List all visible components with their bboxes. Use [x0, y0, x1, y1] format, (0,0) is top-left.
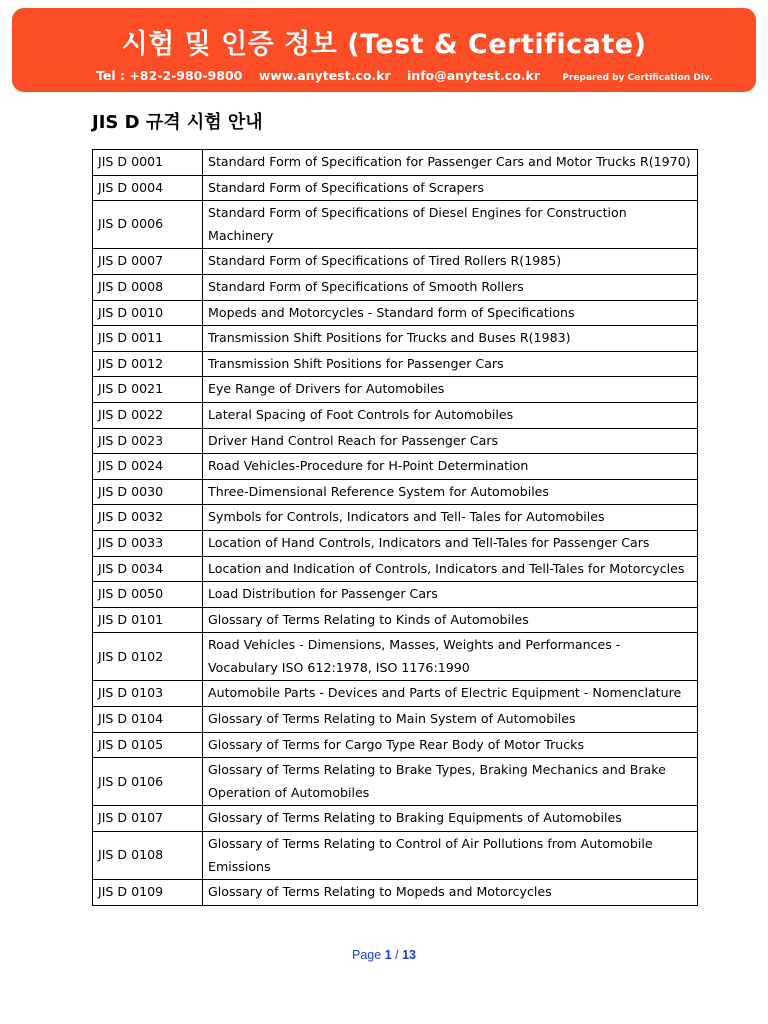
phone-number: Tel : +82-2-980-9800 [96, 68, 243, 83]
standard-code: JIS D 0032 [93, 505, 203, 531]
standard-title: Glossary of Terms for Cargo Type Rear Body of Motor Trucks [203, 732, 698, 758]
contact-info [96, 68, 724, 83]
standard-code: JIS D 0021 [93, 377, 203, 403]
table-row [93, 351, 698, 377]
standard-code: JIS D 0024 [93, 454, 203, 480]
table-row [93, 300, 698, 326]
standard-code: JIS D 0109 [93, 880, 203, 906]
standard-title: Glossary of Terms Relating to Control of Air Pollutions from Automobile Emissions [203, 832, 698, 880]
table-row [93, 454, 698, 480]
standard-title: Standard Form of Specification for Passenger Cars and Motor Trucks R(1970) [203, 150, 698, 176]
total-pages: 13 [402, 948, 416, 962]
standard-code: JIS D 0007 [93, 249, 203, 275]
standard-title: Location of Hand Controls, Indicators and Tell-Tales for Passenger Cars [203, 530, 698, 556]
standard-code: JIS D 0106 [93, 758, 203, 806]
standard-title: Glossary of Terms Relating to Brake Types, Braking Mechanics and Brake Operation of Automobiles [203, 758, 698, 806]
table-row [93, 249, 698, 275]
website-link[interactable]: www.anytest.co.kr [258, 68, 391, 83]
standard-title: Three-Dimensional Reference System for Automobiles [203, 479, 698, 505]
standard-title: Driver Hand Control Reach for Passenger Cars [203, 428, 698, 454]
standard-title: Lateral Spacing of Foot Controls for Automobiles [203, 402, 698, 428]
table-row [93, 556, 698, 582]
table-row [93, 607, 698, 633]
standard-title: Standard Form of Specifications of Diesel Engines for Construction Machinery [203, 201, 698, 249]
standard-title: Transmission Shift Positions for Passenger Cars [203, 351, 698, 377]
page-label: Page [352, 948, 382, 962]
table-row [93, 479, 698, 505]
standard-code: JIS D 0011 [93, 326, 203, 352]
standard-code: JIS D 0004 [93, 175, 203, 201]
standard-code: JIS D 0104 [93, 707, 203, 733]
standard-code: JIS D 0033 [93, 530, 203, 556]
standard-code: JIS D 0006 [93, 201, 203, 249]
document-title: 시험 및 인증 정보 (Test & Certificate) [121, 29, 647, 60]
standard-code: JIS D 0034 [93, 556, 203, 582]
table-row [93, 428, 698, 454]
standard-title: Location and Indication of Controls, Indicators and Tell-Tales for Motorcycles [203, 556, 698, 582]
table-row [93, 806, 698, 832]
standard-title: Glossary of Terms Relating to Mopeds and Motorcycles [203, 880, 698, 906]
standard-title: Standard Form of Specifications of Tired Rollers R(1985) [203, 249, 698, 275]
standard-title: Automobile Parts - Devices and Parts of Electric Equipment - Nomenclature [203, 681, 698, 707]
standard-code: JIS D 0001 [93, 150, 203, 176]
standard-code: JIS D 0022 [93, 402, 203, 428]
table-row [93, 582, 698, 608]
table-row [93, 402, 698, 428]
header-banner [12, 8, 756, 92]
table-row [93, 377, 698, 403]
table-row [93, 150, 698, 176]
email-link[interactable]: info@anytest.co.kr [407, 68, 541, 83]
standard-code: JIS D 0108 [93, 832, 203, 880]
standard-title: Symbols for Controls, Indicators and Tell- Tales for Automobiles [203, 505, 698, 531]
standard-title: Standard Form of Specifications of Scrapers [203, 175, 698, 201]
standard-title: Transmission Shift Positions for Trucks and Buses R(1983) [203, 326, 698, 352]
standard-code: JIS D 0102 [93, 633, 203, 681]
table-row [93, 505, 698, 531]
table-row [93, 832, 698, 880]
standard-title: Glossary of Terms Relating to Braking Equipments of Automobiles [203, 806, 698, 832]
standard-title: Load Distribution for Passenger Cars [203, 582, 698, 608]
standard-title: Mopeds and Motorcycles - Standard form of Specifications [203, 300, 698, 326]
standard-code: JIS D 0103 [93, 681, 203, 707]
standard-code: JIS D 0023 [93, 428, 203, 454]
section-title: JIS D 규격 시험 안내 [92, 112, 263, 133]
prepared-by: Prepared by Certification Div. [562, 73, 713, 83]
table-row [93, 880, 698, 906]
table-row [93, 633, 698, 681]
standard-code: JIS D 0008 [93, 274, 203, 300]
standard-title: Glossary of Terms Relating to Kinds of Automobiles [203, 607, 698, 633]
standard-code: JIS D 0107 [93, 806, 203, 832]
table-row [93, 707, 698, 733]
standard-code: JIS D 0012 [93, 351, 203, 377]
table-row [93, 201, 698, 249]
standard-title: Glossary of Terms Relating to Main System of Automobiles [203, 707, 698, 733]
standard-title: Standard Form of Specifications of Smooth Rollers [203, 274, 698, 300]
standard-code: JIS D 0101 [93, 607, 203, 633]
standards-table-body [93, 150, 698, 906]
standard-code: JIS D 0050 [93, 582, 203, 608]
standard-code: JIS D 0105 [93, 732, 203, 758]
table-row [93, 758, 698, 806]
table-row [93, 175, 698, 201]
standard-title: Road Vehicles - Dimensions, Masses, Weights and Performances - Vocabulary ISO 612:1978, ISO 1176:1990 [203, 633, 698, 681]
page-indicator [0, 948, 768, 962]
standard-title: Eye Range of Drivers for Automobiles [203, 377, 698, 403]
current-page: 1 [384, 948, 392, 962]
table-row [93, 326, 698, 352]
page-separator: / [395, 948, 399, 962]
table-row [93, 681, 698, 707]
standard-title: Road Vehicles-Procedure for H-Point Determination [203, 454, 698, 480]
standard-code: JIS D 0010 [93, 300, 203, 326]
table-row [93, 732, 698, 758]
table-row [93, 530, 698, 556]
table-row [93, 274, 698, 300]
standards-table [92, 149, 698, 906]
standard-code: JIS D 0030 [93, 479, 203, 505]
